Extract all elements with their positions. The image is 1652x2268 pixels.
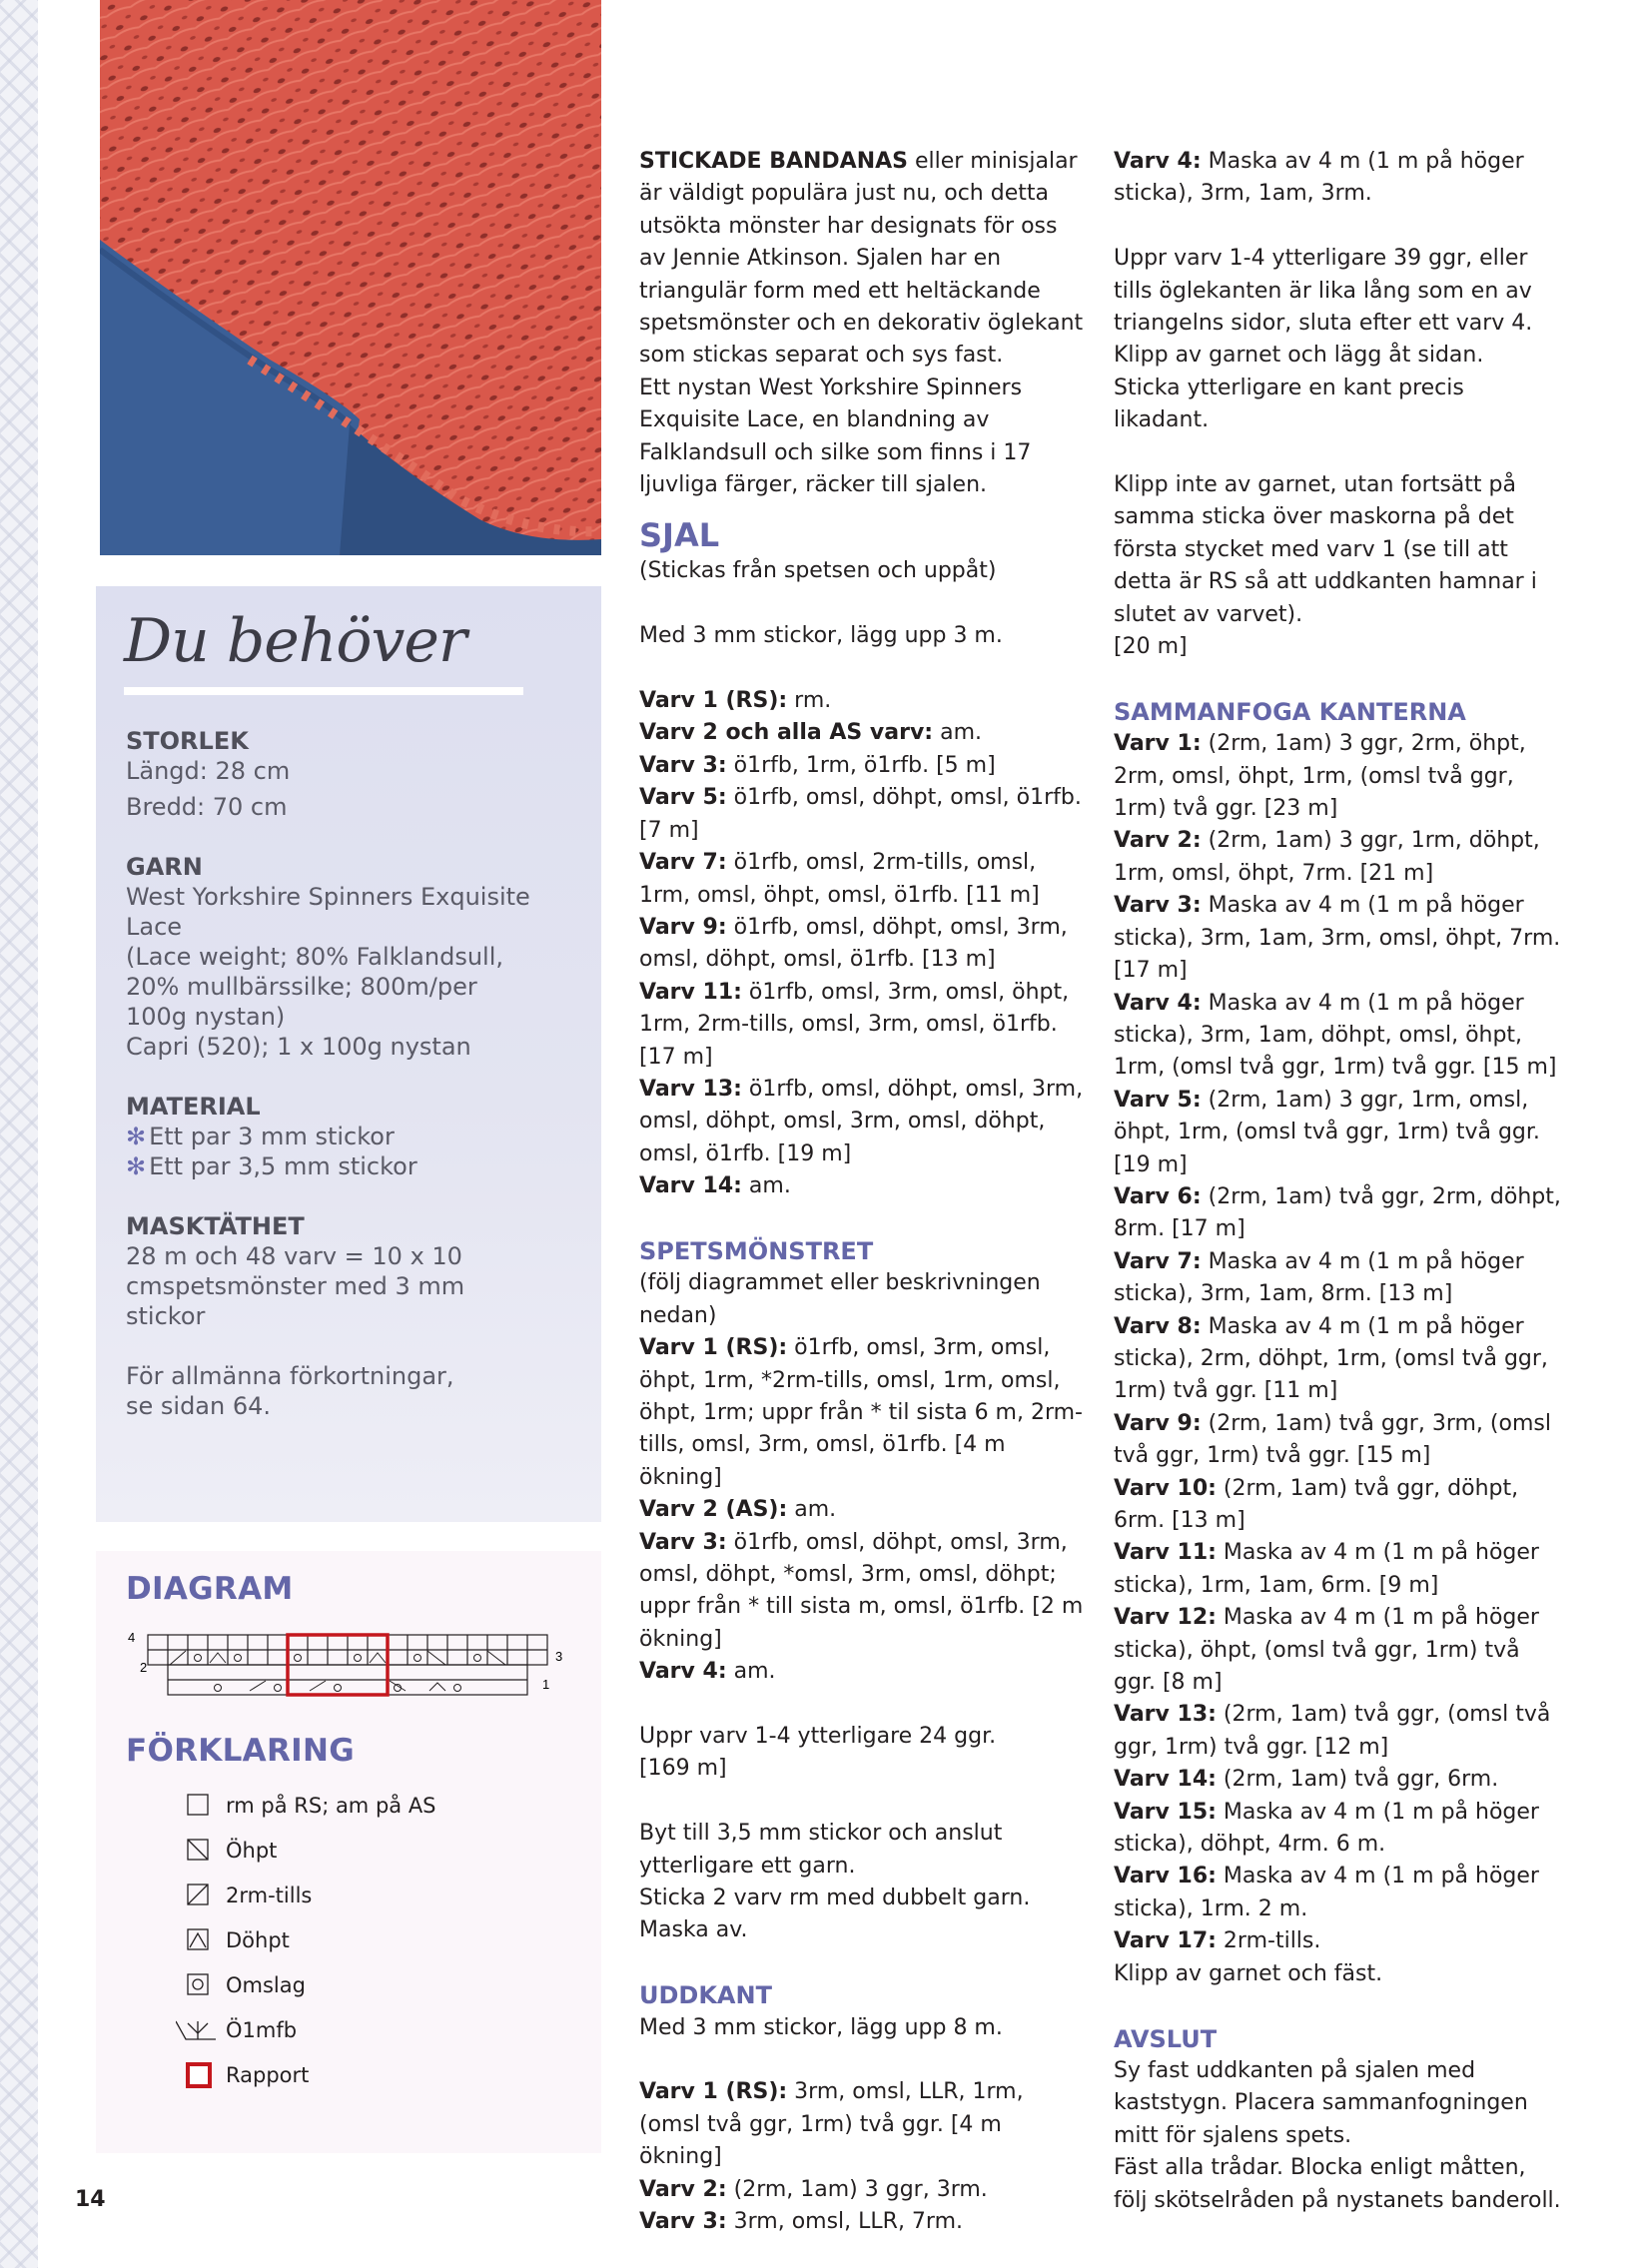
gauge-heading: MASKTÄTHET — [126, 1212, 305, 1240]
switch-line: Sticka 2 varv rm med dubbelt garn. — [639, 1886, 1031, 1911]
row-instruction: Varv 11: Maska av 4 m (1 m på höger sticka), 1rm, 1am, 6rm. [9 m] — [1114, 1540, 1539, 1598]
sjal-cast-on: Med 3 mm stickor, lägg upp 3 m. — [639, 623, 1003, 649]
row-instruction: Varv 1 (RS): rm. — [639, 688, 832, 714]
gauge-section — [126, 1211, 565, 1331]
repeat-paragraph: Uppr varv 1-4 ytterligare 39 ggr, eller tills öglekanten är lika lång som en av triangelns sidor, sluta efter ett varv 4. — [1114, 246, 1533, 337]
size-length: Längd: 28 cm — [126, 757, 291, 785]
cut-line: Klipp av garnet och lägg åt sidan. — [1114, 343, 1484, 369]
legend-item: rm på RS; am på AS — [176, 1791, 436, 1821]
row-instruction: Varv 12: Maska av 4 m (1 m på höger sticka), öhpt, (omsl två ggr, 1rm) två ggr. [8 m] — [1114, 1605, 1539, 1696]
section-heading-edge: UDDKANT — [639, 1981, 772, 2010]
cut-line: Sticka ytterligare en kant precis likadant. — [1114, 375, 1464, 433]
materials-panel — [96, 586, 601, 1522]
materials-title: Du behöver — [124, 606, 466, 676]
row-instruction: Varv 1 (RS): 3rm, omsl, LLR, 1rm, (omsl två ggr, 1rm) två ggr. [4 m ökning] — [639, 2079, 1024, 2170]
row-instruction: Varv 2 och alla AS varv: am. — [639, 720, 983, 746]
size-width: Bredd: 70 cm — [126, 793, 288, 821]
row-instruction: Varv 4: Maska av 4 m (1 m på höger sticka), 3rm, 1am, 3rm. — [1114, 149, 1524, 207]
yarn-line: Lace — [126, 913, 183, 941]
material-heading: MATERIAL — [126, 1093, 261, 1121]
section-heading-lace: SPETSMÖNSTRET — [639, 1236, 874, 1265]
legend-item: Ö1mfb — [176, 2015, 297, 2045]
asterisk-bullet-icon: ✻ — [126, 1123, 147, 1150]
chart-grid-top — [148, 1635, 547, 1665]
repeat-instruction: Uppr varv 1-4 ytterligare 24 ggr. — [639, 1724, 997, 1750]
intro-paragraph: STICKADE BANDANAS eller minisjalar är väldigt populära just nu, och detta utsökta mönster har designats för oss av Jennie Atkinson. Sjalen har en triangulär form med ett heltäckande spetsmönster och en dekorativ öglekant som stickas separat och sys fast. — [639, 149, 1084, 369]
decorative-edge-strip — [0, 0, 38, 2268]
intro-paragraph-2: Ett nystan West Yorkshire Spinners Exquisite Lace, en blandning av Falklandsull och silke som finns i 17 ljuvliga färger, räcker till sjalen. — [639, 375, 1032, 498]
row-instruction: Varv 10: (2rm, 1am) två ggr, döhpt, 6rm. [13 m] — [1114, 1475, 1519, 1534]
repeat-box-icon — [176, 2060, 216, 2090]
row-instruction: Varv 4: Maska av 4 m (1 m på höger sticka), 3rm, 1am, döhpt, omsl, öhpt, 1rm, (omsl två ggr, 1rm) två ggr. [15 m] — [1114, 990, 1557, 1081]
row-label-1: 1 — [542, 1677, 550, 1692]
material-section — [126, 1092, 565, 1181]
row-instruction: Varv 1 (RS): ö1rfb, omsl, 3rm, omsl, öhpt, 1rm, *2rm-tills, omsl, 1rm, omsl, öhpt, 1rm; uppr från * til sista 6 m, 2rm-tills, omsl, 3rm, omsl, ö1rfb. [4 m ökning] — [639, 1335, 1083, 1490]
section-heading-finish: AVSLUT — [1114, 2024, 1218, 2053]
switch-line: Maska av. — [639, 1917, 748, 1943]
row-instruction: Varv 6: (2rm, 1am) två ggr, 2rm, döhpt, 8rm. [17 m] — [1114, 1183, 1561, 1242]
row-instruction: Varv 14: am. — [639, 1173, 791, 1199]
gauge-line: stickor — [126, 1302, 206, 1330]
diagram-heading: DIAGRAM — [126, 1571, 294, 1607]
chart-grid-bottom — [168, 1665, 527, 1695]
shawl-photo — [100, 0, 601, 555]
row-label-4: 4 — [128, 1630, 136, 1645]
row-instruction: Varv 3: ö1rfb, 1rm, ö1rfb. [5 m] — [639, 752, 996, 778]
legend-item: 2rm-tills — [176, 1881, 312, 1910]
legend-heading: FÖRKLARING — [126, 1733, 355, 1769]
pattern-column-2 — [1114, 146, 1565, 2217]
row-instruction: Varv 13: (2rm, 1am) två ggr, (omsl två ggr, 1rm) två ggr. [12 m] — [1114, 1702, 1551, 1760]
repeat-count: [169 m] — [639, 1756, 727, 1782]
asterisk-bullet-icon: ✻ — [126, 1152, 147, 1180]
sjal-subtitle: (Stickas från spetsen och uppåt) — [639, 558, 997, 584]
row-instruction: Varv 5: ö1rfb, omsl, döhpt, omsl, ö1rfb. [7 m] — [639, 785, 1082, 843]
pattern-column-1 — [639, 146, 1084, 2238]
row-instruction: Varv 3: Maska av 4 m (1 m på höger sticka), 3rm, 1am, 3rm, omsl, öhpt, 7rm. [17 m] — [1114, 893, 1561, 984]
row-label-3: 3 — [555, 1649, 563, 1664]
material-item: ✻ Ett par 3 mm stickor — [126, 1123, 395, 1150]
caret-square-icon — [176, 1925, 216, 1955]
yarn-section — [126, 852, 565, 1062]
section-heading-sjal: SJAL — [639, 516, 720, 555]
row-instruction: Varv 7: ö1rfb, omsl, 2rm-tills, omsl, 1rm, omsl, öhpt, omsl, ö1rfb. [11 m] — [639, 850, 1040, 908]
yarn-line: 100g nystan) — [126, 1003, 286, 1031]
continue-count: [20 m] — [1114, 634, 1188, 660]
row-instruction: Varv 1: (2rm, 1am) 3 ggr, 2rm, öhpt, 2rm, omsl, öhpt, 1rm, (omsl två ggr, 1rm) två ggr. [23 m] — [1114, 731, 1526, 822]
row-instruction: Varv 2: (2rm, 1am) 3 ggr, 1rm, döhpt, 1rm, omsl, öhpt, 7rm. [21 m] — [1114, 828, 1540, 886]
row-instruction: Varv 2 (AS): am. — [639, 1497, 837, 1523]
legend-item: Omslag — [176, 1970, 306, 2000]
yarn-line: Capri (520); 1 x 100g nystan — [126, 1033, 471, 1061]
page-number: 14 — [75, 2187, 106, 2212]
row-instruction: Varv 9: (2rm, 1am) två ggr, 3rm, (omsl två ggr, 1rm) två ggr. [15 m] — [1114, 1410, 1551, 1469]
row-instruction: Varv 9: ö1rfb, omsl, döhpt, omsl, 3rm, omsl, döhpt, omsl, ö1rfb. [13 m] — [639, 914, 1068, 973]
size-heading: STORLEK — [126, 727, 249, 755]
yarn-line: (Lace weight; 80% Falklandsull, — [126, 943, 504, 971]
row-instruction: Varv 3: ö1rfb, omsl, döhpt, omsl, 3rm, omsl, döhpt, *omsl, 3rm, omsl, döhpt; uppr från * till sista m, omsl, ö1rfb. [2 m ökning] — [639, 1529, 1084, 1652]
edge-cast-on: Med 3 mm stickor, lägg upp 8 m. — [639, 2014, 1003, 2040]
yarn-heading: GARN — [126, 853, 203, 881]
continue-paragraph: Klipp inte av garnet, utan fortsätt på samma sticka över maskorna på det första stycket med varv 1 (se till att detta är RS så att uddkanten hamnar i slutet av varvet). — [1114, 472, 1537, 627]
row-instruction: Varv 14: (2rm, 1am) två ggr, 6rm. — [1114, 1767, 1499, 1793]
size-section — [126, 726, 565, 822]
row-instruction: Varv 7: Maska av 4 m (1 m på höger sticka), 3rm, 1am, 8rm. [13 m] — [1114, 1248, 1524, 1307]
row-instruction: Varv 16: Maska av 4 m (1 m på höger sticka), 1rm. 2 m. — [1114, 1864, 1539, 1921]
legend-item: Öhpt — [176, 1836, 277, 1866]
row-instruction: Varv 2: (2rm, 1am) 3 ggr, 3rm. — [639, 2176, 988, 2202]
shawl-photo-graphic — [100, 0, 601, 555]
diagram-panel — [96, 1551, 601, 2153]
row-instruction: Varv 15: Maska av 4 m (1 m på höger sticka), döhpt, 4rm. 6 m. — [1114, 1799, 1539, 1858]
legend-item: Rapport — [176, 2060, 309, 2090]
chart-symbols — [170, 1651, 505, 1692]
gauge-line: 28 m och 48 varv = 10 x 10 — [126, 1242, 462, 1270]
slash-left-square-icon — [176, 1836, 216, 1866]
lace-subtitle: (följ diagrammet eller beskrivningen nedan) — [639, 1270, 1041, 1328]
circle-square-icon — [176, 1970, 216, 2000]
lace-chart — [128, 1627, 567, 1707]
material-item: ✻ Ett par 3,5 mm stickor — [126, 1152, 417, 1180]
row-instruction: Varv 5: (2rm, 1am) 3 ggr, 1rm, omsl, öhpt, 1rm, (omsl två ggr, 1rm) två ggr. [19 m] — [1114, 1087, 1540, 1177]
row-instruction: Varv 3: 3rm, omsl, LLR, 7rm. — [639, 2209, 964, 2235]
yarn-line: 20% mullbärssilke; 800m/per — [126, 973, 477, 1001]
row-instruction: Varv 17: 2rm-tills. — [1114, 1928, 1321, 1954]
legend-item: Döhpt — [176, 1925, 290, 1955]
row-instruction: Varv 11: ö1rfb, omsl, 3rm, omsl, öhpt, 1rm, 2rm-tills, omsl, 3rm, omsl, ö1rfb. [17 m] — [639, 979, 1070, 1070]
finish-line: Fäst alla trådar. Blocka enligt måtten, följ skötselråden på nystanets banderoll. — [1114, 2155, 1561, 2213]
finish-line: Sy fast uddkanten på sjalen med kaststygn. Placera sammanfogningen mitt för sjalens spets. — [1114, 2057, 1528, 2148]
yarn-line: West Yorkshire Spinners Exquisite — [126, 883, 530, 911]
row-label-2: 2 — [140, 1660, 148, 1675]
increase-icon — [176, 2015, 216, 2045]
empty-square-icon — [176, 1791, 216, 1821]
section-heading-join: SAMMANFOGA KANTERNA — [1114, 697, 1466, 726]
title-underline — [124, 687, 523, 695]
abbreviation-note: För allmänna förkortningar, se sidan 64. — [126, 1362, 454, 1420]
join-end: Klipp av garnet och fäst. — [1114, 1960, 1383, 1986]
slash-right-square-icon — [176, 1881, 216, 1910]
row-instruction: Varv 13: ö1rfb, omsl, döhpt, omsl, 3rm, omsl, döhpt, omsl, 3rm, omsl, döhpt, omsl, ö1rfb. [19 m] — [639, 1076, 1084, 1166]
row-instruction: Varv 8: Maska av 4 m (1 m på höger sticka), 2rm, döhpt, 1rm, (omsl två ggr, 1rm) två ggr. [11 m] — [1114, 1313, 1548, 1404]
materials-body — [126, 726, 565, 1451]
row-instruction: Varv 4: am. — [639, 1659, 776, 1685]
switch-line: Byt till 3,5 mm stickor och anslut ytterligare ett garn. — [639, 1821, 1003, 1879]
gauge-line: cmspetsmönster med 3 mm — [126, 1272, 465, 1300]
